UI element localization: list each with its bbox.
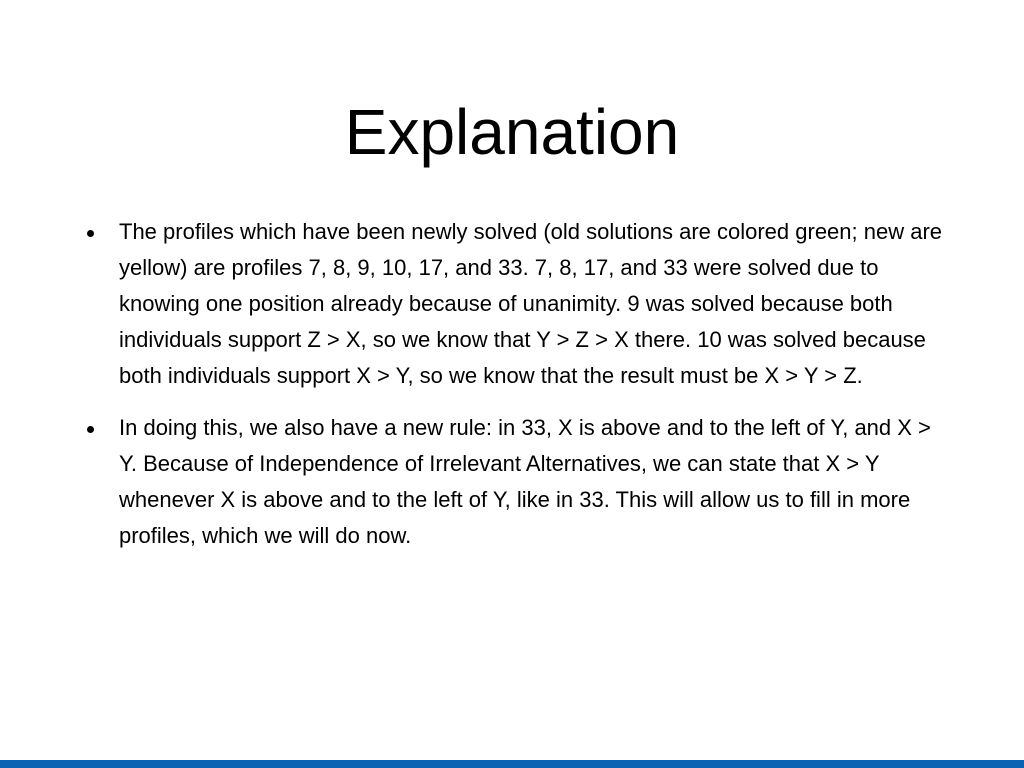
bullet-item: The profiles which have been newly solved (old solutions are colored green; new are yellow) are profiles 7, 8, 9, 10, 17, and 33. 7, 8, 17, and 33 were solved due to knowing one position already because of unanimity. 9 was solved because both individuals support Z > X, so we know that Y > Z > X there. 10 was solved because both individuals support X > Y, so we know that the result must be X > Y > Z. [0, 214, 951, 394]
bullet-item: In doing this, we also have a new rule: in 33, X is above and to the left of Y, and X > Y. Because of Independence of Irrelevant Alternatives, we can state that X > Y whenever X is above and to the left of Y, like in 33. This will allow us to fill in more profiles, which we will do now. [0, 410, 951, 554]
bullet-list [0, 214, 1024, 570]
slide-title: Explanation [344, 96, 680, 168]
bottom-accent-bar [0, 760, 1024, 768]
